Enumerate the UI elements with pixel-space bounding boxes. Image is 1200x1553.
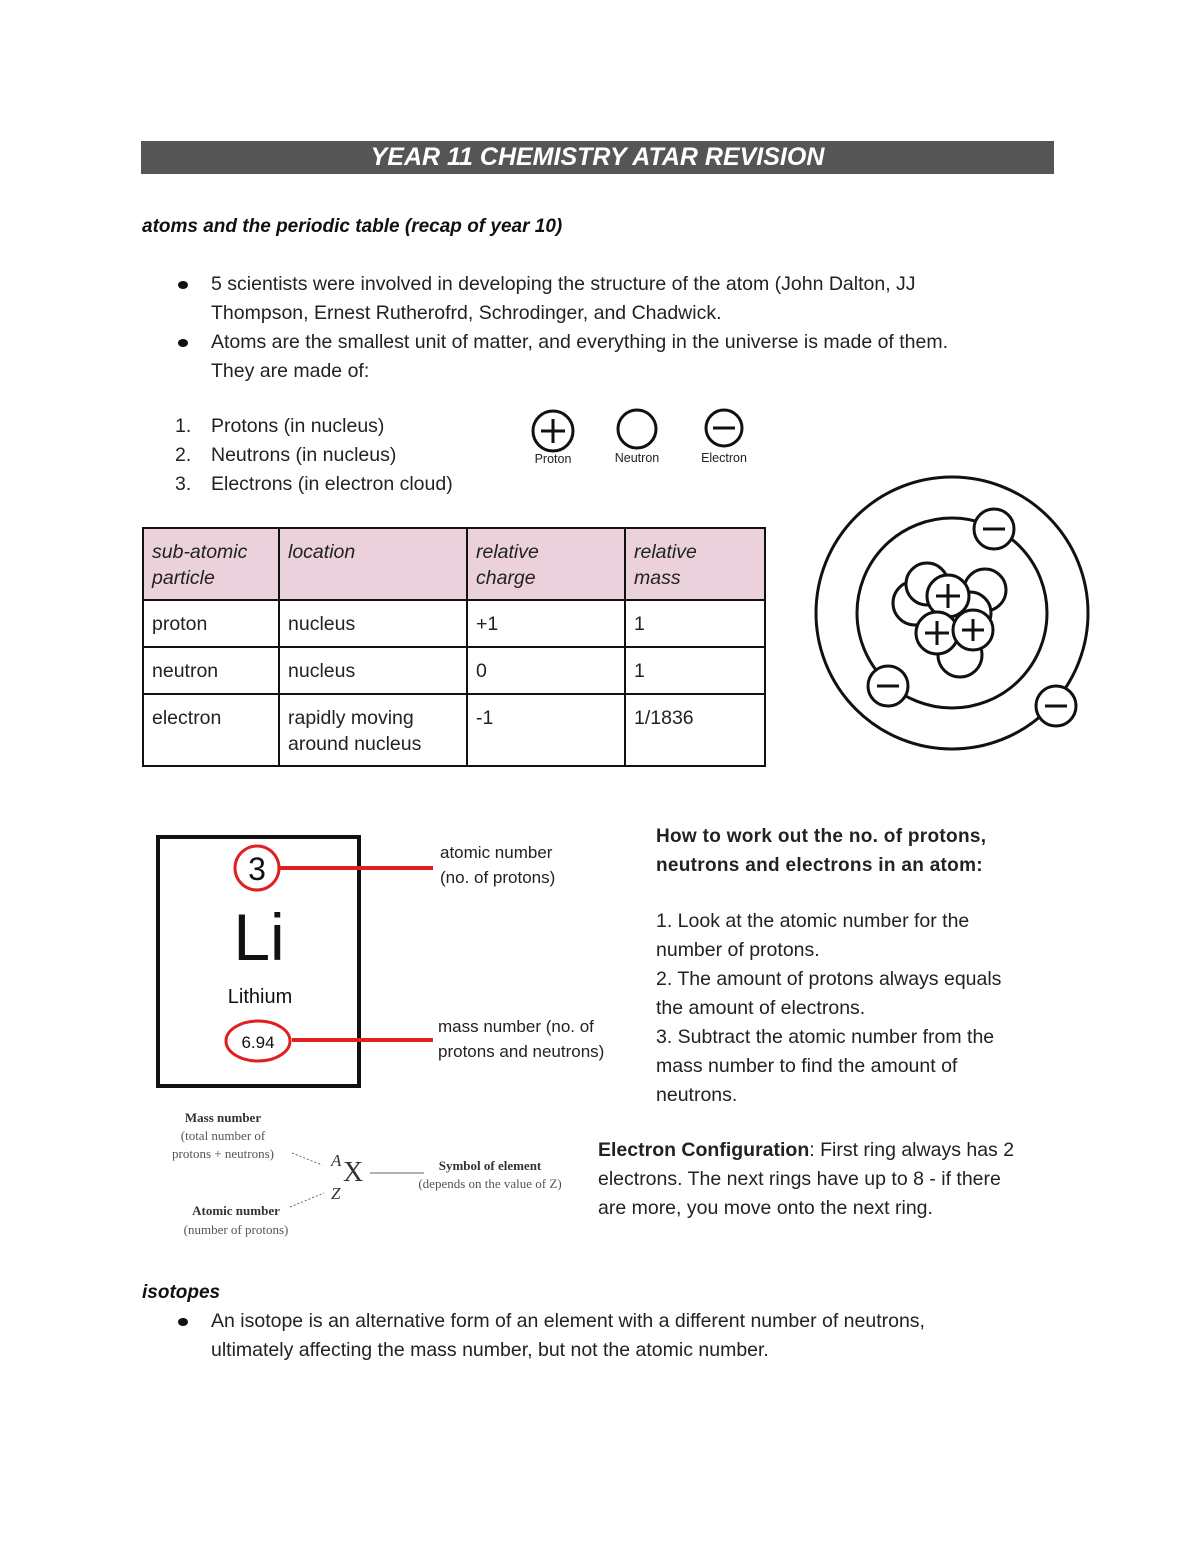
how-to-line: 3. Subtract the atomic number from the (656, 1026, 995, 1048)
mass-number-label: protons and neutrons) (438, 1042, 605, 1061)
table-row (143, 600, 765, 647)
notation-element-symbol: X (343, 1157, 364, 1188)
header-line: relative (476, 541, 539, 563)
table-cell: 1/1836 (625, 694, 765, 766)
table-row (143, 694, 765, 766)
table-header-cell (625, 528, 765, 600)
bullet-icon (178, 1318, 188, 1326)
electron-icon (868, 666, 908, 706)
bullet-icon (178, 339, 188, 347)
bullet-text (211, 1307, 1056, 1365)
bullet-line: Atoms are the smallest unit of matter, and everything in the universe is made of them. (211, 331, 949, 353)
bullet-item (175, 270, 1055, 328)
table-cell: neutron (143, 647, 279, 694)
atomic-pointer (290, 1193, 324, 1207)
subatomic-particle-table (142, 527, 766, 767)
header-line: particle (152, 567, 215, 589)
table-cell: 1 (625, 647, 765, 694)
section-heading-isotopes: isotopes (142, 1282, 221, 1303)
table-header-cell (143, 528, 279, 600)
atomic-number: 3 (248, 851, 266, 887)
table-cell: 0 (467, 647, 625, 694)
neutron-label: Neutron (614, 451, 660, 465)
bullet-icon (178, 281, 188, 289)
electron-icon (974, 509, 1014, 549)
atom-diagram (805, 470, 1100, 760)
list-number: 3. (175, 473, 192, 495)
table-header-cell (467, 528, 625, 600)
how-to-heading: How to work out the no. of protons, (656, 826, 987, 847)
particle-legend (520, 400, 760, 472)
electron-config-line: are more, you move onto the next ring. (598, 1197, 933, 1219)
table-cell: nucleus (279, 647, 467, 694)
table-row (143, 647, 765, 694)
electron-config-label: Electron Configuration (598, 1139, 810, 1161)
table-header-cell (279, 528, 467, 600)
symbol-desc: (depends on the value of Z) (418, 1176, 562, 1191)
electron-icon (1036, 686, 1076, 726)
element-name: Lithium (227, 986, 293, 1008)
how-to-section (656, 822, 1076, 1110)
bullet-text (211, 270, 1056, 328)
element-symbol: Li (233, 900, 285, 974)
table-cell: proton (143, 600, 279, 647)
how-to-line: 2. The amount of protons always equals (656, 968, 1002, 990)
mass-number-desc: (total number of (180, 1128, 266, 1143)
electron-icon (706, 410, 742, 446)
neutron-icon (618, 410, 656, 448)
atomic-number-desc: (number of protons) (183, 1222, 289, 1237)
list-text: Protons (in nucleus) (211, 415, 385, 437)
electron-config-text: : First ring always has 2 (809, 1139, 1015, 1161)
cell-line: around nucleus (288, 733, 422, 755)
atomic-number-title: Atomic number (192, 1203, 280, 1218)
mass-number-desc: protons + neutrons) (172, 1146, 274, 1161)
electron-config-line (598, 1136, 1078, 1165)
header-line: mass (634, 567, 681, 589)
mass-number: 6.94 (241, 1033, 275, 1052)
atomic-number-label: (no. of protons) (440, 868, 556, 887)
table-cell: electron (143, 694, 279, 766)
how-to-line: 1. Look at the atomic number for the (656, 910, 970, 932)
how-to-line: number of protons. (656, 939, 820, 961)
how-to-line: mass number to find the amount of (656, 1055, 958, 1077)
list-text: Neutrons (in nucleus) (211, 444, 397, 466)
mass-pointer (292, 1153, 322, 1165)
table-cell: -1 (467, 694, 625, 766)
how-to-line: neutrons. (656, 1084, 738, 1106)
bullet-item (175, 328, 1055, 386)
notation-mass-symbol: A (331, 1151, 342, 1170)
cell-line: rapidly moving (288, 707, 414, 729)
list-item (175, 470, 453, 499)
list-item (175, 412, 384, 441)
nuclide-notation-diagram (150, 1103, 590, 1243)
atomic-number-label: atomic number (440, 843, 553, 862)
proton-icon (916, 612, 958, 654)
table-cell: nucleus (279, 600, 467, 647)
notation-atomic-symbol: Z (331, 1184, 341, 1203)
bullet-item (175, 1307, 1055, 1365)
table-header-row (143, 528, 765, 600)
bullet-line: 5 scientists were involved in developing the structure of the atom (John Dalton, JJ (211, 273, 916, 295)
list-number: 2. (175, 444, 192, 466)
mass-number-label: mass number (no. of (438, 1017, 594, 1036)
bullet-line: Thompson, Ernest Rutherofrd, Schrodinger, and Chadwick. (211, 302, 722, 324)
bullet-text (211, 328, 1056, 386)
table-cell: 1 (625, 600, 765, 647)
header-line: relative (634, 541, 697, 563)
electron-label: Electron (701, 451, 747, 465)
list-text: Electrons (in electron cloud) (211, 473, 453, 495)
element-card-diagram (150, 828, 630, 1096)
electron-configuration (598, 1136, 1078, 1223)
table-cell (279, 694, 467, 766)
nucleus (893, 563, 1006, 677)
symbol-title: Symbol of element (438, 1158, 542, 1173)
mass-number-title: Mass number (184, 1110, 262, 1125)
table-cell: +1 (467, 600, 625, 647)
electron-config-line: electrons. The next rings have up to 8 - if there (598, 1168, 1001, 1190)
bullet-line: ultimately affecting the mass number, but not the atomic number. (211, 1339, 769, 1361)
section-heading-atoms: atoms and the periodic table (recap of year 10) (142, 216, 563, 237)
proton-icon (953, 610, 993, 650)
bullet-line: An isotope is an alternative form of an element with a different number of neutrons, (211, 1310, 925, 1332)
how-to-heading: neutrons and electrons in an atom: (656, 855, 983, 876)
proton-icon (927, 575, 969, 617)
bullet-line: They are made of: (211, 360, 370, 382)
proton-icon (533, 411, 573, 451)
page-title: YEAR 11 CHEMISTRY ATAR REVISION (141, 141, 1054, 174)
list-item (175, 441, 396, 470)
header-line: sub-atomic (152, 541, 248, 563)
list-number: 1. (175, 415, 192, 437)
header-line: location (288, 541, 356, 563)
how-to-line: the amount of electrons. (656, 997, 866, 1019)
proton-label: Proton (534, 452, 572, 466)
header-line: charge (476, 567, 536, 589)
